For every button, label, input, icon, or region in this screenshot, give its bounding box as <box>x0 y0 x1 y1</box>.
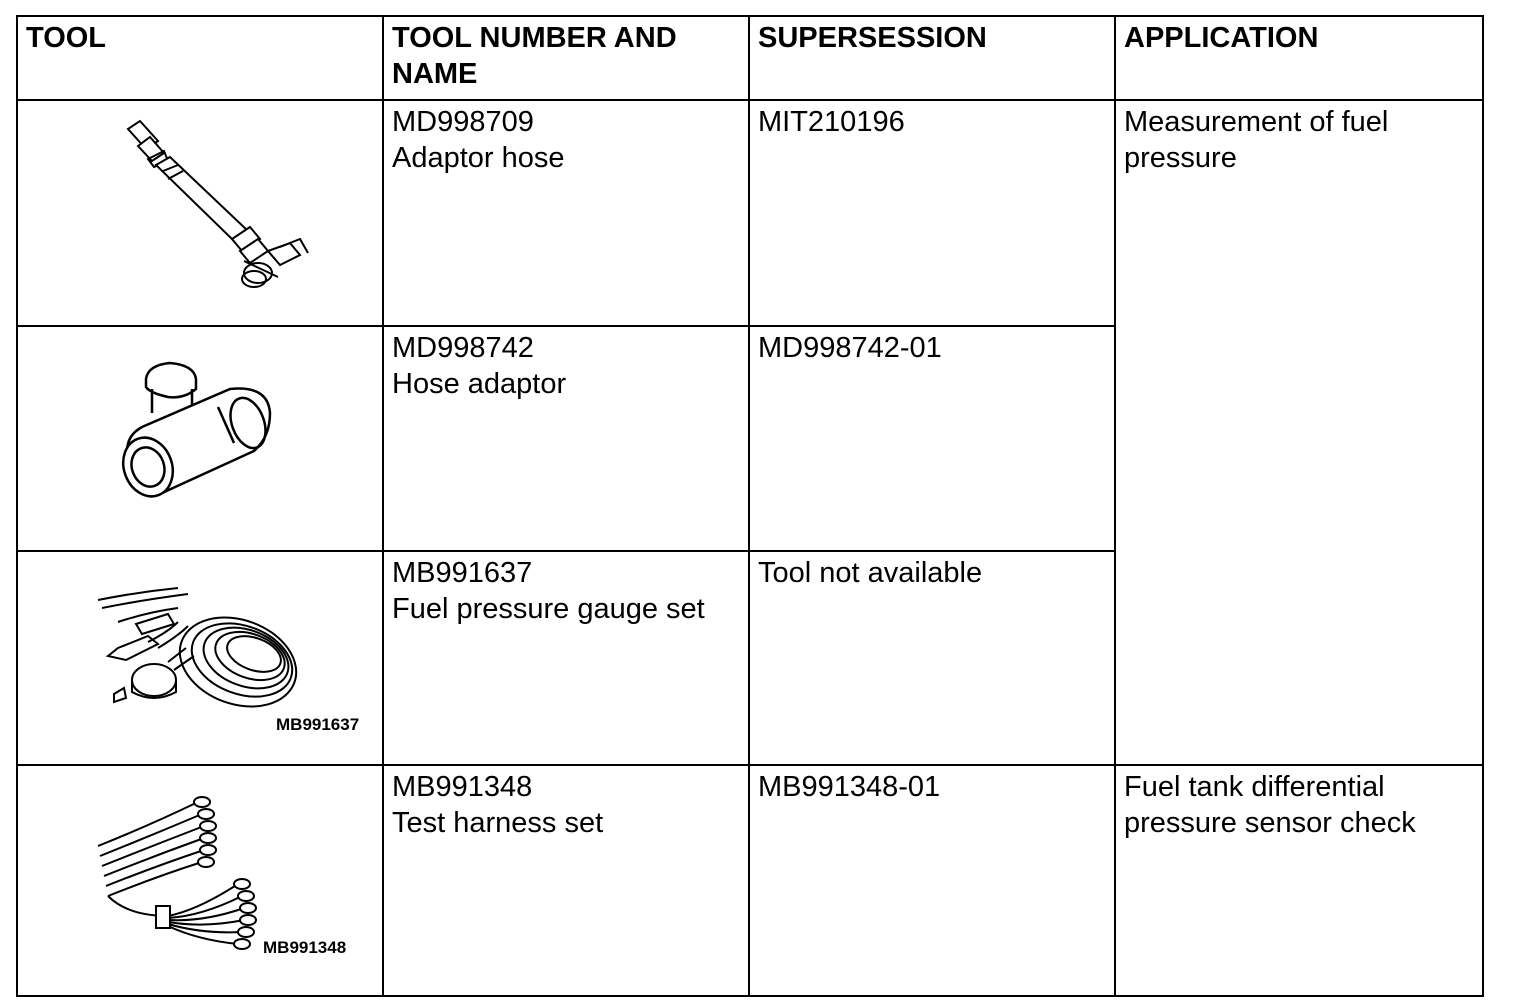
supersession-cell: Tool not available <box>749 551 1115 765</box>
tool-name: Hose adaptor <box>392 368 567 400</box>
tool-number-name-cell <box>383 100 749 326</box>
special-tools-table <box>16 15 1484 997</box>
tool-illustration-cell <box>17 326 383 551</box>
tool-name: Adaptor hose <box>392 142 565 174</box>
supersession-cell: MB991348-01 <box>749 765 1115 996</box>
hose-adaptor-icon <box>18 327 384 547</box>
table-row <box>17 100 1483 326</box>
tool-number: MD998742 <box>392 332 534 364</box>
table-row <box>17 765 1483 996</box>
tool-number-name-cell <box>383 551 749 765</box>
header-application: APPLICATION <box>1115 16 1483 100</box>
supersession-cell: MD998742-01 <box>749 326 1115 551</box>
tool-illustration-cell <box>17 765 383 996</box>
tool-number: MD998709 <box>392 106 534 138</box>
tool-number: MB991637 <box>392 557 533 589</box>
application-cell: Fuel tank differential pressure sensor check <box>1115 765 1483 996</box>
application-cell: Measurement of fuel pressure <box>1115 100 1483 765</box>
figure-label: MB991348 <box>263 938 347 957</box>
tool-number-name-cell <box>383 326 749 551</box>
adaptor-hose-icon <box>18 101 384 322</box>
header-row <box>17 16 1483 100</box>
header-tool: TOOL <box>17 16 383 100</box>
tool-name: Fuel pressure gauge set <box>392 593 705 625</box>
tool-number-name-cell <box>383 765 749 996</box>
supersession-cell: MIT210196 <box>749 100 1115 326</box>
tool-illustration-cell <box>17 100 383 326</box>
test-harness-icon <box>18 766 384 992</box>
tool-name: Test harness set <box>392 807 604 839</box>
tool-number: MB991348 <box>392 771 533 803</box>
figure-label: MB991637 <box>276 715 360 734</box>
header-tool-number-name: TOOL NUMBER AND NAME <box>383 16 749 100</box>
header-supersession: SUPERSESSION <box>749 16 1115 100</box>
tool-illustration-cell <box>17 551 383 765</box>
